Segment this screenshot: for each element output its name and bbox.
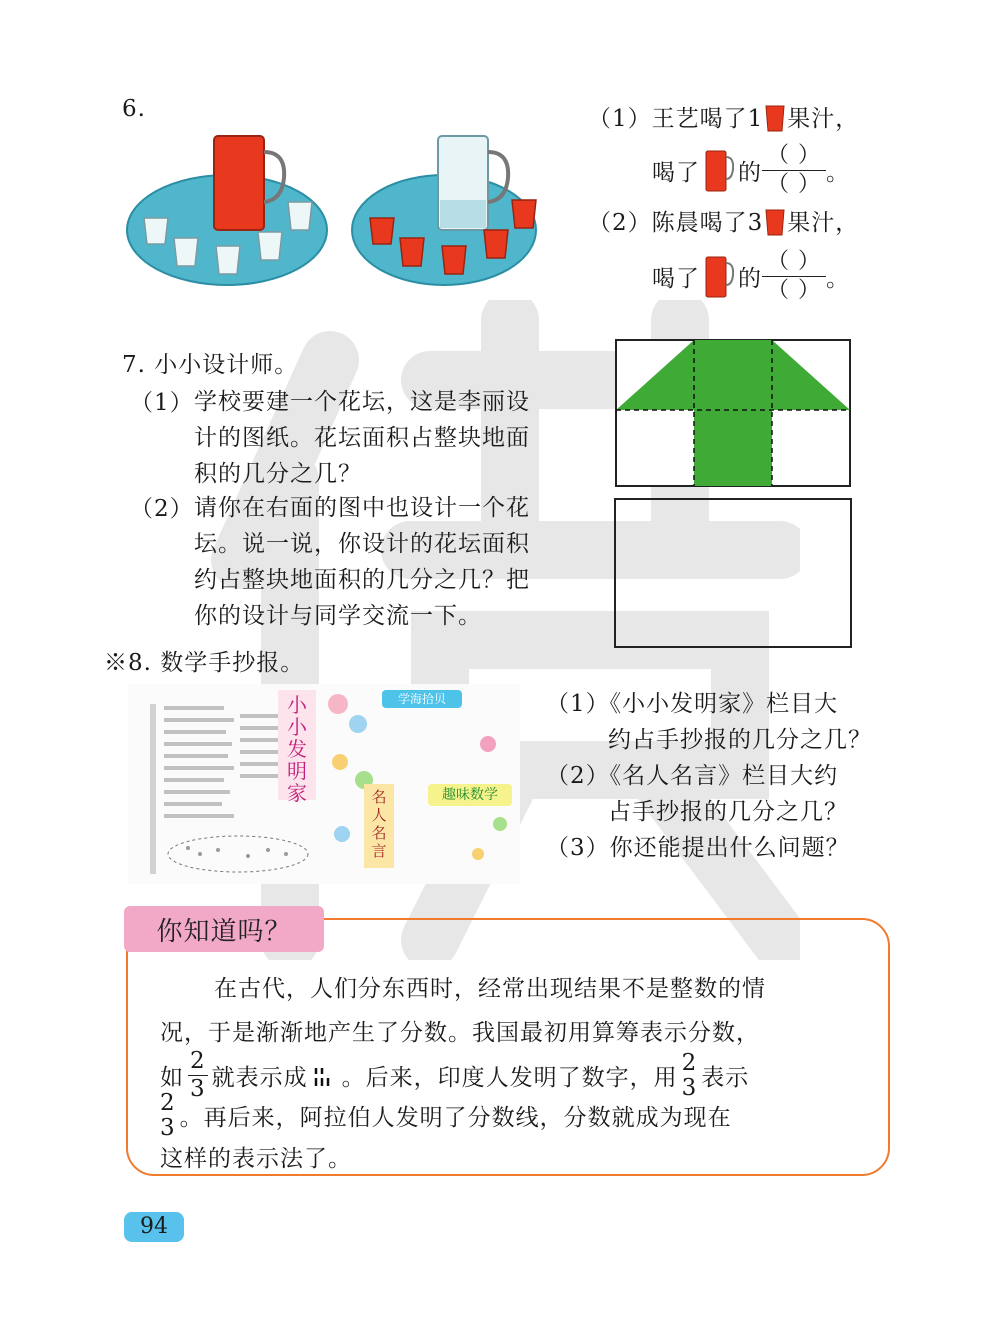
empty-cup (144, 218, 168, 244)
fraction-two-thirds-hindu: 2 3 (160, 1090, 176, 1141)
fraction-two-thirds: $\frac{2}{3}$ (190, 1047, 206, 1102)
q7-p2-text: 请你在右面的图中也设计一个花 坛。说一说，你设计的花坛面积 约占整块地面积的几分之几？把 你的设计与同学交流一下。 (194, 495, 530, 629)
empty-cup (258, 232, 282, 260)
empty-cup (174, 238, 198, 266)
newspaper-title-inventor: 小小发明家 (287, 693, 307, 805)
juice-jug-icon (704, 149, 734, 193)
juice-illustration (124, 130, 544, 290)
blank-design-area[interactable] (614, 498, 852, 648)
fraction-two-thirds: 2 3 (681, 1050, 698, 1101)
did-you-know-tag: 你知道吗？ (124, 906, 324, 952)
q7-title: 7. 小小设计师。 (122, 352, 299, 378)
q6-part2-line2: 喝了 的 $\frac{( )}{( )}$ 。 (652, 249, 850, 303)
q8-question3: （3）你还能提出什么问题？ (546, 835, 850, 861)
q7-p1-label: （1） (130, 390, 194, 416)
math-newspaper-image (128, 684, 520, 884)
tip-line-2: 况，于是渐渐地产生了分数。我国最初用算筹表示分数， (160, 1020, 760, 1046)
q6-part1-line1: （1）王艺喝了1 果汁， (588, 106, 860, 132)
q8-question1: （1）《小小发明家》栏目大 约占手抄报的几分之几？ (546, 691, 872, 753)
juice-cup (400, 238, 424, 266)
q6-part1-line2: 喝了 的 $\frac{( )}{( )}$ 。 (652, 143, 850, 197)
tip-line-3: 如 $\frac{2}{3}$ 就表示成 。后来，印度人发明了数字，用 2 3 表示 (160, 1047, 750, 1102)
empty-cup (288, 202, 312, 230)
tip-line-1: 在古代，人们分东西时，经常出现结果不是整数的情 (214, 976, 766, 1002)
tip-line-5: 这样的表示法了。 (160, 1146, 352, 1172)
q8-question2: （2）《名人名言》栏目大约 占手抄报的几分之几？ (546, 763, 848, 825)
juice-cup (484, 230, 508, 258)
juice-cup (370, 218, 394, 244)
q6-number: 6. (122, 96, 146, 122)
empty-cup (216, 246, 240, 274)
newspaper-title-fun-math: 趣味数学 (442, 787, 498, 803)
counting-rods-icon (312, 1062, 338, 1088)
juice-cup-icon (765, 104, 785, 132)
newspaper-title-learning: 学海拾贝 (397, 692, 446, 706)
flowerbed-design-diagram (614, 338, 852, 488)
juice-cup (512, 200, 536, 228)
fraction-blank[interactable]: $\frac{( )}{( )}$ (762, 142, 826, 199)
juice-cup-icon (765, 208, 785, 236)
juice-jug-icon (704, 255, 734, 299)
fraction-blank[interactable]: $\frac{( )}{( )}$ (762, 248, 826, 305)
newspaper-title-quotes: 名人名言 (371, 788, 387, 860)
tip-line-4: 2 3 。再后来，阿拉伯人发明了分数线，分数就成为现在 (160, 1090, 732, 1141)
flowerbed-stem (694, 410, 772, 486)
q7-p2-label: （2） (130, 496, 194, 522)
page-number: 94 (124, 1212, 184, 1242)
q6-part2-line1: （2）陈晨喝了3 果汁， (588, 210, 860, 236)
q7-p1-text: 学校要建一个花坛，这是李丽设 计的图纸。花坛面积占整块地面 积的几分之几？ (194, 389, 530, 487)
juice-cup (442, 246, 466, 274)
left-jug-full (214, 136, 264, 230)
q8-title: ※8. 数学手抄报。 (104, 650, 305, 676)
